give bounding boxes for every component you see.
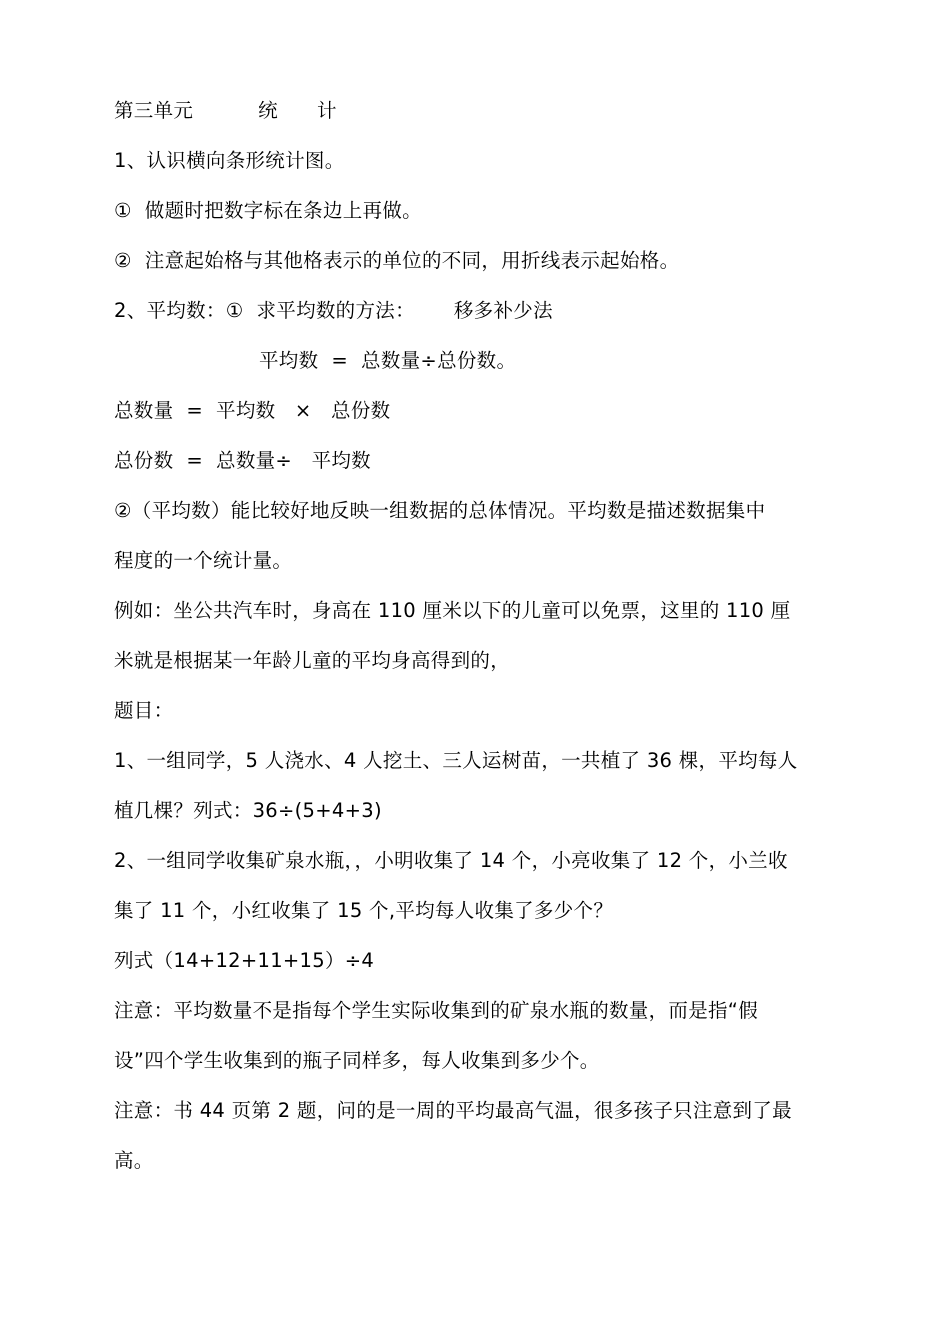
formula-total-amount: 总数量 = 平均数 × 总份数 xyxy=(114,399,391,422)
note-2-line-1: 注意：书 44 页第 2 题，问的是一周的平均最高气温，很多孩子只注意到了最 xyxy=(114,1099,792,1122)
section-1-heading: 1、认识横向条形统计图。 xyxy=(114,149,345,172)
note-1-line-1: 注意：平均数量不是指每个学生实际收集到的矿泉水瓶的数量，而是指“假 xyxy=(114,999,759,1022)
note-1-line-2: 设”四个学生收集到的瓶子同样多，每人收集到多少个。 xyxy=(114,1049,600,1072)
problem-1-line-2: 植几棵？列式：36÷(5+4+3) xyxy=(114,799,382,822)
problem-1-line-1: 1、一组同学，5 人浇水、4 人挖土、三人运树苗，一共植了 36 棵，平均每人 xyxy=(114,749,798,772)
unit-title: 第三单元 统 计 xyxy=(114,99,337,122)
problem-2-line-1: 2、一组同学收集矿泉水瓶，，小明收集了 14 个，小亮收集了 12 个，小兰收 xyxy=(114,849,788,872)
average-explanation-line-1: ②（平均数）能比较好地反映一组数据的总体情况。平均数是描述数据集中 xyxy=(114,499,766,522)
example-line-1: 例如：坐公共汽车时，身高在 110 厘米以下的儿童可以免票，这里的 110 厘 xyxy=(114,599,791,622)
problem-2-line-2: 集了 11 个，小红收集了 15 个,平均每人收集了多少个？ xyxy=(114,899,614,922)
formula-total-parts: 总份数 = 总数量÷ 平均数 xyxy=(114,449,371,472)
bar-chart-tip-1: ① 做题时把数字标在条边上再做。 xyxy=(114,199,422,222)
section-2-heading: 2、平均数：① 求平均数的方法： 移多补少法 xyxy=(114,299,553,322)
average-explanation-line-2: 程度的一个统计量。 xyxy=(114,549,293,572)
example-line-2: 米就是根据某一年龄儿童的平均身高得到的， xyxy=(114,649,511,672)
problems-heading: 题目： xyxy=(114,699,174,722)
note-2-line-2: 高。 xyxy=(114,1149,154,1172)
formula-average: 平均数 = 总数量÷总份数。 xyxy=(259,349,517,372)
bar-chart-tip-2: ② 注意起始格与其他格表示的单位的不同，用折线表示起始格。 xyxy=(114,249,680,272)
problem-2-formula: 列式（14+12+11+15）÷4 xyxy=(114,949,375,972)
